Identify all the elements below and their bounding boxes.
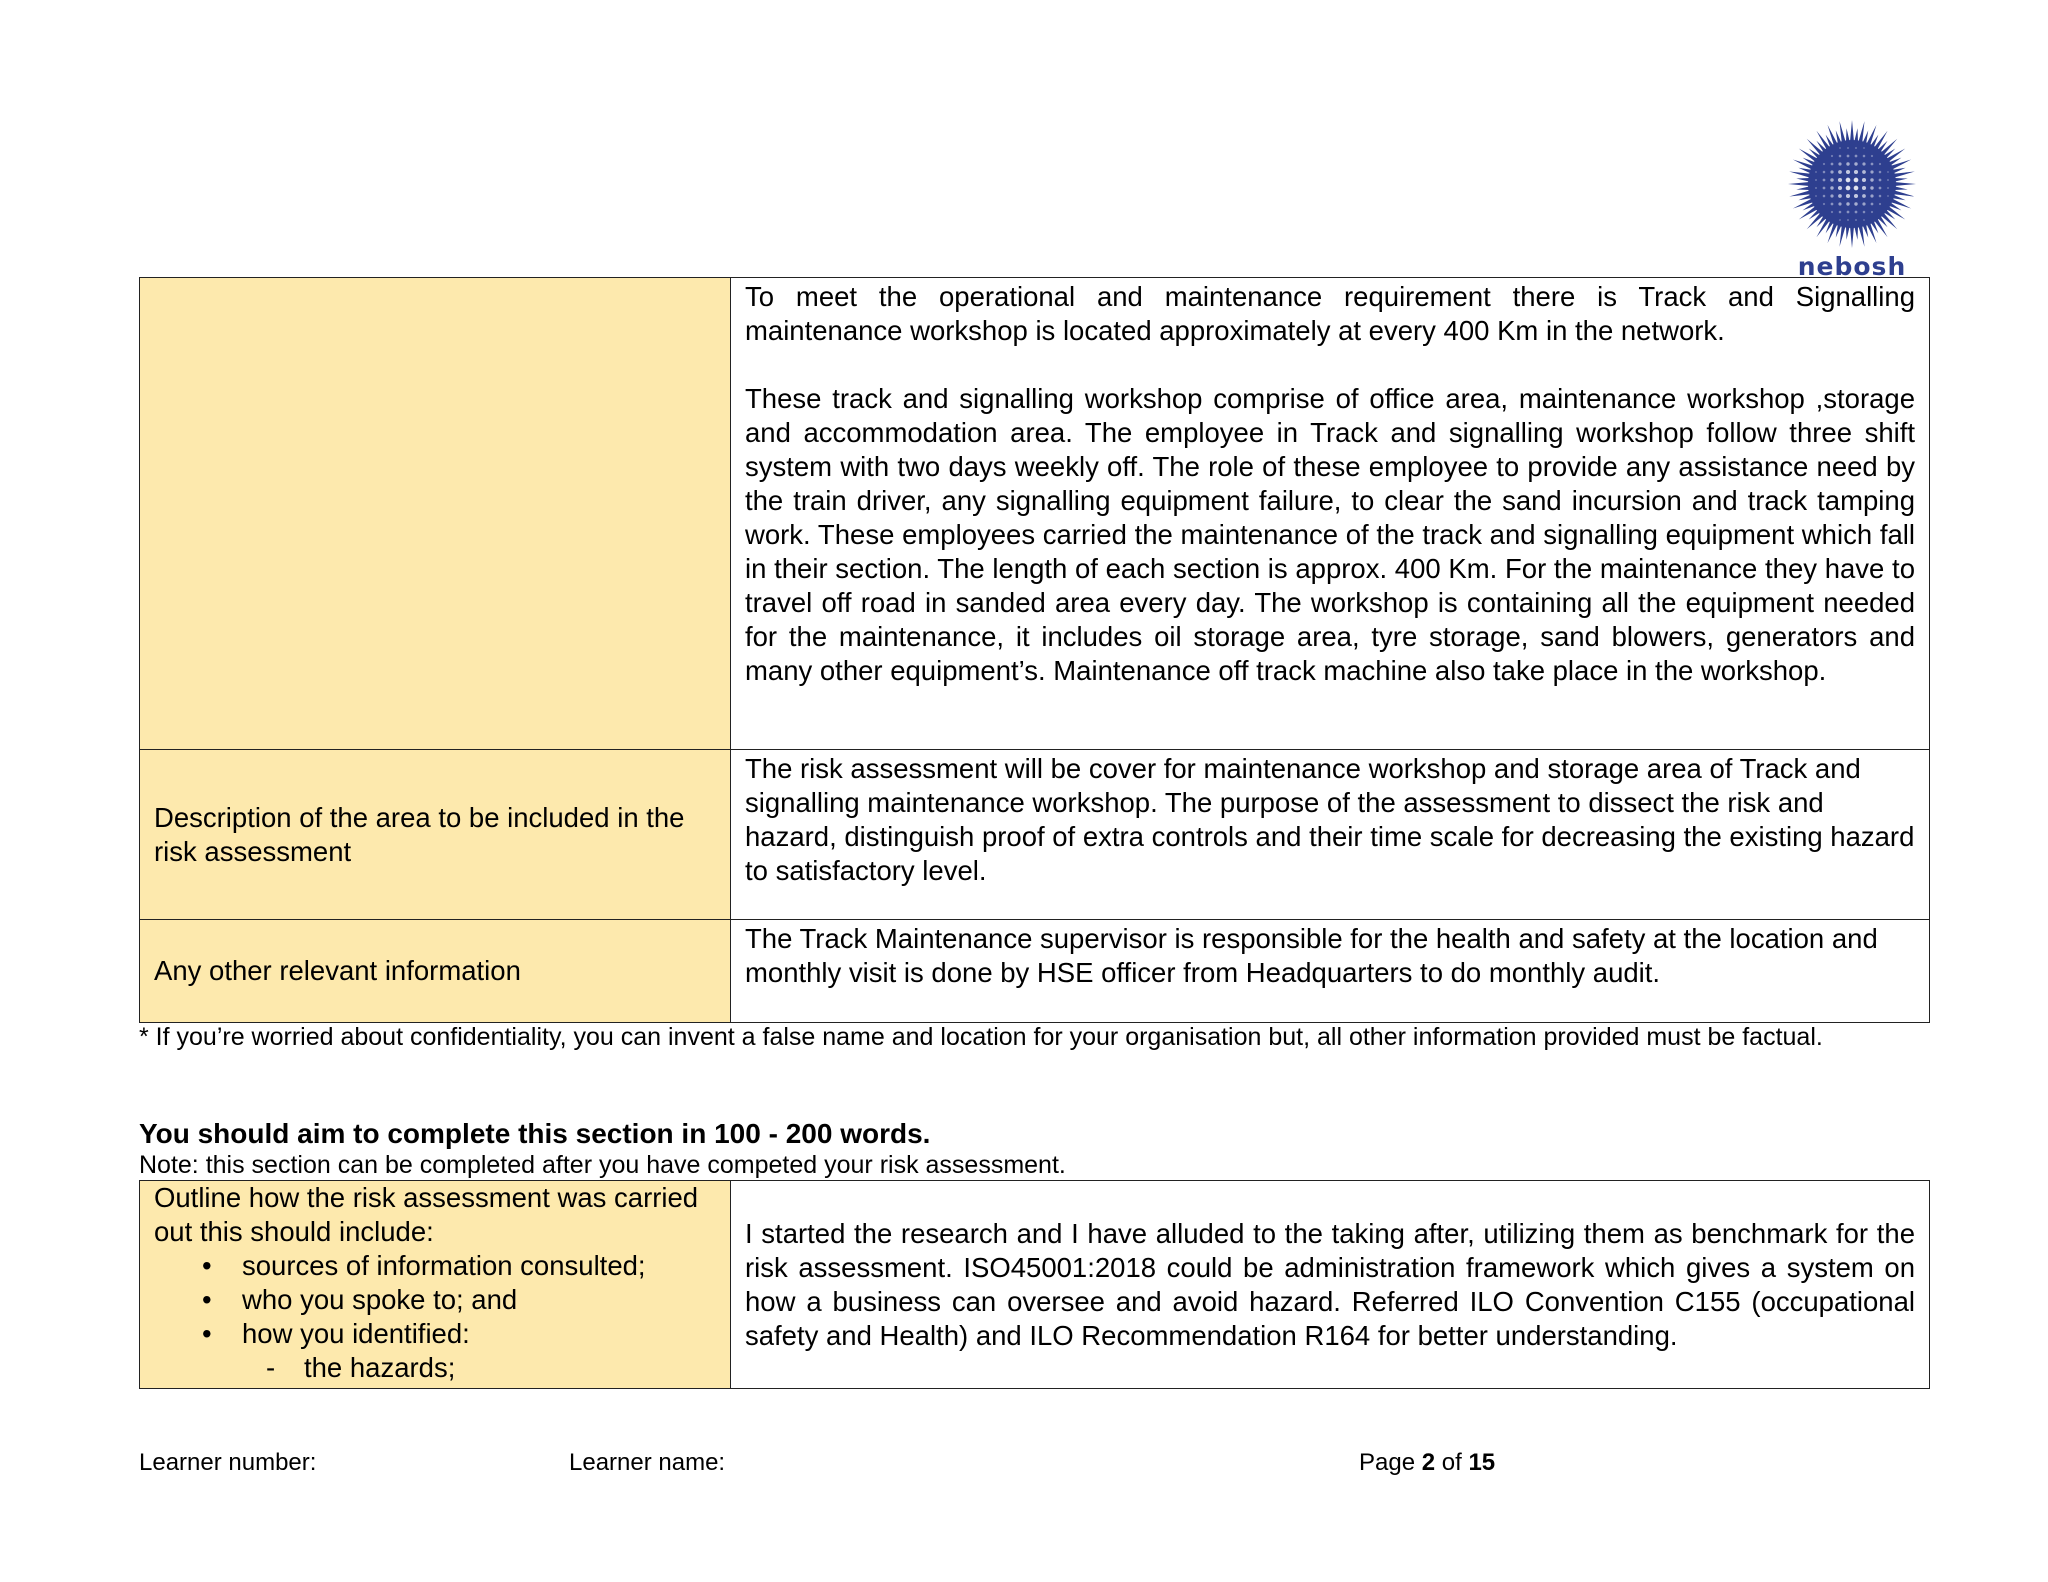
page-indicator <box>1359 1448 1495 1478</box>
method-bullet-list <box>154 1249 716 1351</box>
section-note: Note: this section can be completed after you have competed your risk assessment. <box>139 1151 1066 1179</box>
other-info-label: Any other relevant information <box>140 920 731 1023</box>
list-item: • how you identified: <box>242 1317 716 1351</box>
table-row <box>140 278 1930 750</box>
method-table <box>139 1180 1930 1389</box>
learner-number-label: Learner number: <box>139 1449 317 1476</box>
table-row <box>140 920 1930 1023</box>
method-content-cell: I started the research and I have alluded to the taking after, utilizing them as benchmark for the risk assessment. ISO45001:2018 could be administration framework which gives a system on how a business can oversee and avoid hazard. Referred ILO Convention C155 (occupational safety and Health) and ILO Recommendation R164 for better understanding. <box>731 1181 1930 1389</box>
method-label-cell <box>140 1181 731 1389</box>
sub-list-item <box>154 1351 716 1385</box>
logo-wordmark: nebosh <box>1797 252 1907 281</box>
paragraph: To meet the operational and maintenance requirement there is Track and Signalling maintenance workshop is located approximately at every 400 Km in the network. <box>745 281 1915 346</box>
page-word: Page <box>1359 1449 1416 1476</box>
organisation-info-table <box>139 277 1930 1023</box>
area-description-label: Description of the area to be included in the risk assessment <box>140 750 731 920</box>
method-label-intro: Outline how the risk assessment was carried out this should include: <box>154 1182 699 1247</box>
list-item: • sources of information consulted; <box>242 1249 716 1283</box>
nebosh-starburst-icon <box>1782 118 1922 253</box>
confidentiality-footnote: * If you’re worried about confidentiality, you can invent a false name and location for your organisation but, all other information provided must be factual. <box>139 1023 1823 1051</box>
sub-list-item-text: the hazards; <box>304 1352 456 1383</box>
paragraph: These track and signalling workshop comprise of office area, maintenance workshop ,storage and accommodation area. The employee in Track and signalling workshop follow three shift system with two days weekly off. The role of these employee to provide any assistance need by the train driver, any signalling equipment failure, to clear the sand incursion and track tamping work. These employees carried the maintenance of the track and signalling equipment which fall in their section. The length of each section is approx. 400 Km. For the maintenance they have to travel off road in sanded area every day. The workshop is containing all the equipment needed for the maintenance, it includes oil storage area, tyre storage, sand blowers, generators and many other equipment’s. Maintenance off track machine also take place in the workshop. <box>745 383 1915 686</box>
page-total: 15 <box>1468 1449 1496 1476</box>
page-of: of <box>1441 1449 1462 1476</box>
nebosh-logo <box>1782 118 1922 281</box>
page-current: 2 <box>1421 1449 1436 1476</box>
area-description-content: The risk assessment will be cover for maintenance workshop and storage area of Track and signalling maintenance workshop. The purpose of the assessment to dissect the risk and hazard, distinguish proof of extra controls and their time scale for decreasing the existing hazard to satisfactory level. <box>731 750 1930 920</box>
workshop-description-cell <box>731 278 1930 750</box>
table-row <box>140 1181 1930 1389</box>
table-row <box>140 750 1930 920</box>
other-info-content: The Track Maintenance supervisor is responsible for the health and safety at the location and monthly visit is done by HSE officer from Headquarters to do monthly audit. <box>731 920 1930 1023</box>
word-count-instruction: You should aim to complete this section in 100 - 200 words. <box>139 1118 931 1149</box>
list-item: • who you spoke to; and <box>242 1283 716 1317</box>
label-cell-empty <box>140 278 731 750</box>
learner-name-label: Learner name: <box>569 1449 726 1476</box>
